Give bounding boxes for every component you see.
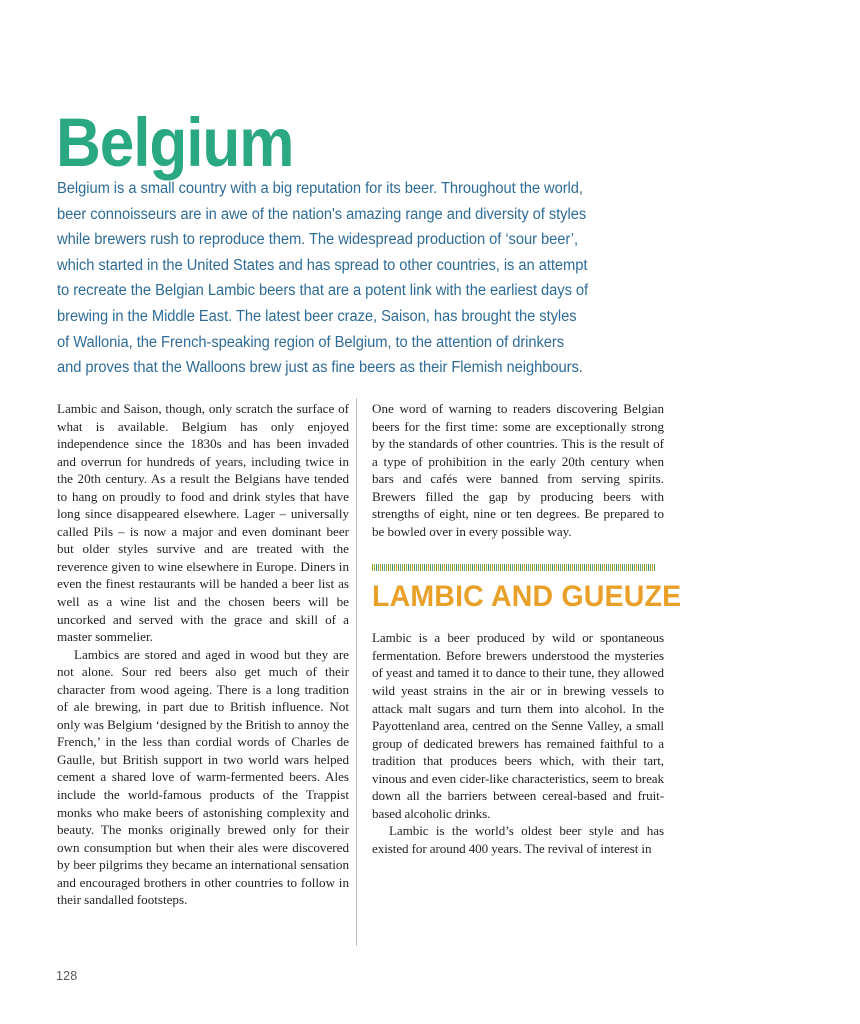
column-divider-rule bbox=[356, 398, 357, 946]
page-number: 128 bbox=[56, 969, 78, 983]
paragraph: One word of warning to readers discovering Belgian beers for the first time: some are exceptionally strong by the standards of other countries. This is the result of a type of prohibition in the early 20th century when bars and cafés were banned from serving spirits. Brewers filled the gap by producing beers with strengths of eight, nine or ten degrees. Be prepared to be bowled over in every possible way. bbox=[372, 401, 664, 539]
paragraph: Lambic is a beer produced by wild or spontaneous fermentation. Before brewers understood the mysteries of yeast and tamed it to dance to their tune, they allowed wild yeast strains in the air or in brewing vessels to attack malt sugars and turn them into alcohol. In the Payottenland area, centred on the Senne Valley, a small group of dedicated brewers has remained faithful to a tradition that produces beers which, with their tart, vinous and even cider-like characteristics, seem to break down all the barriers between cereal-based and fruit-based alcoholic drinks. bbox=[372, 630, 664, 821]
decorative-rule-icon bbox=[372, 564, 656, 571]
left-column bbox=[57, 400, 349, 909]
section-lambic-and-gueuze bbox=[372, 564, 682, 857]
intro-standfirst: Belgium is a small country with a big reputation for its beer. Throughout the world, beer connoisseurs are in awe of the nation's amazing range and diversity of styles while brewers rush to reproduce them. The widespread production of ‘sour beer’, which started in the United States and has spread to other countries, is an attempt to recreate the Belgian Lambic beers that are a potent link with the earliest days of brewing in the Middle East. The latest beer craze, Saison, has brought the styles of Wallonia, the French-speaking region of Belgium, to the attention of drinkers and proves that the Walloons brew just as fine beers as their Flemish neighbours. bbox=[57, 180, 589, 377]
paragraph: Lambic is the world’s oldest beer style and has existed for around 400 years. The revival of interest in bbox=[372, 823, 664, 856]
section-heading: LAMBIC AND GUEUZE bbox=[372, 580, 682, 614]
paragraph: Lambic and Saison, though, only scratch the surface of what is available. Belgium has only enjoyed independence since the 1830s and has been invaded and overrun for hundreds of years, including twice in the 20th century. As a result the Belgians have tended to hang on proudly to food and drink styles that have long since disappeared elsewhere. Lager – universally called Pils – is now a major and even dominant beer but older styles survive and are treated with the reverence given to wine elsewhere in Europe. Diners in even the finest restaurants will be handed a beer list as well as a wine list and the chosen beers will be uncorked and served with the grace and skill of a master sommelier. bbox=[57, 401, 349, 645]
right-column bbox=[372, 400, 682, 857]
page-title: Belgium bbox=[56, 104, 294, 182]
paragraph: Lambics are stored and aged in wood but they are not alone. Sour red beers also get much of their character from wood ageing. There is a long tradition of ale brewing, in part due to British influence. Not only was Belgium ‘designed by the British to annoy the French,’ in the less than cordial words of Charles de Gaulle, but British support in two world wars helped cement a shared love of warm-fermented beers. Ales include the world-famous products of the Trappist monks who make beers of astonishing complexity and beauty. The monks originally brewed only for their own consumption but when their ales were discovered by beer pilgrims they became an international sensation and encouraged brothers in other countries to follow in their sandalled footsteps. bbox=[57, 646, 349, 908]
